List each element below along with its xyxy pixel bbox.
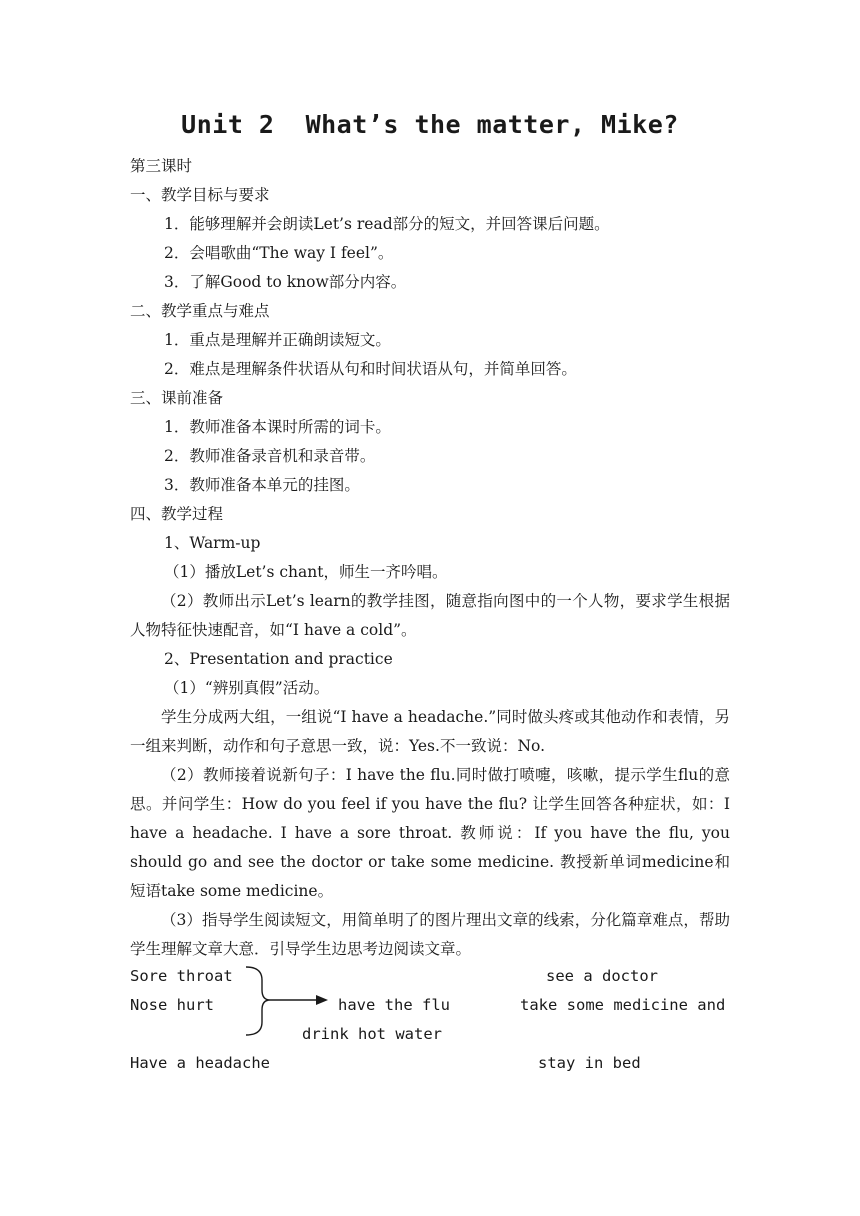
- key-point-item: 1．重点是理解并正确朗读短文。: [164, 331, 391, 349]
- objective-item: 1．能够理解并会朗读Let’s read部分的短文，并回答课后问题。: [164, 215, 610, 233]
- presentation-step-3: （3）指导学生阅读短文，用简单明了的图片理出文章的线索，分化篇章难点，帮助学生理解文章大意．引导学生边思考边阅读文章。: [130, 911, 730, 958]
- remedy-see-doctor: see a doctor: [546, 967, 658, 985]
- remedy-stay-in-bed: stay in bed: [538, 1054, 641, 1072]
- warmup-step-1: （1）播放Let’s chant，师生一齐吟唱。: [164, 563, 448, 581]
- diagram-center-flu: have the flu: [338, 996, 450, 1014]
- objective-item: 2．会唱歌曲“The way I feel”。: [164, 244, 394, 262]
- symptom-sore-throat: Sore throat: [130, 967, 233, 985]
- remedy-take-medicine: take some medicine and: [520, 996, 726, 1014]
- section-heading-procedure: 四、教学过程: [130, 505, 224, 523]
- presentation-step-1: （1）“辨别真假”活动。: [164, 679, 330, 697]
- presentation-step-1-body: 学生分成两大组，一组说“I have a headache.”同时做头疼或其他动作和表情，另一组来判断，动作和句子意思一致，说：Yes.不一致说：No.: [130, 708, 730, 755]
- presentation-step-2: （2）教师接着说新句子：I have the flu.同时做打喷嚏，咳嗽，提示学生flu的意思。并问学生：How do you feel if you have the flu? 让学生回答各种症状，如：I have a headache. I have a sore throat. 教师说：If you have the flu, you should go and see the doctor or take some medicine. 教授新单词medicine和短语take some medicine。: [130, 766, 730, 900]
- warmup-heading: 1、Warm-up: [164, 534, 261, 552]
- preparation-item: 2．教师准备录音机和录音带。: [164, 447, 376, 465]
- section-heading-objectives: 一、教学目标与要求: [130, 186, 270, 204]
- objective-item: 3．了解Good to know部分内容。: [164, 273, 407, 291]
- lesson-label: 第三课时: [130, 157, 193, 175]
- brace-shape: [246, 967, 270, 1035]
- symptom-nose-hurt: Nose hurt: [130, 996, 214, 1014]
- section-heading-preparation: 三、课前准备: [130, 389, 224, 407]
- page-title: Unit 2 What’s the matter, Mike?: [181, 110, 679, 139]
- presentation-heading: 2、Presentation and practice: [164, 650, 393, 668]
- symptom-headache: Have a headache: [130, 1054, 270, 1072]
- section-heading-key-points: 二、教学重点与难点: [130, 302, 270, 320]
- warmup-step-2: （2）教师出示Let’s learn的教学挂图，随意指向图中的一个人物，要求学生根据人物特征快速配音，如“I have a cold”。: [130, 592, 730, 639]
- preparation-item: 3．教师准备本单元的挂图。: [164, 476, 360, 494]
- key-point-item: 2．难点是理解条件状语从句和时间状语从句，并简单回答。: [164, 360, 577, 378]
- remedy-hot-water: drink hot water: [302, 1025, 442, 1043]
- arrow-head-icon: [316, 995, 328, 1005]
- preparation-item: 1．教师准备本课时所需的词卡。: [164, 418, 391, 436]
